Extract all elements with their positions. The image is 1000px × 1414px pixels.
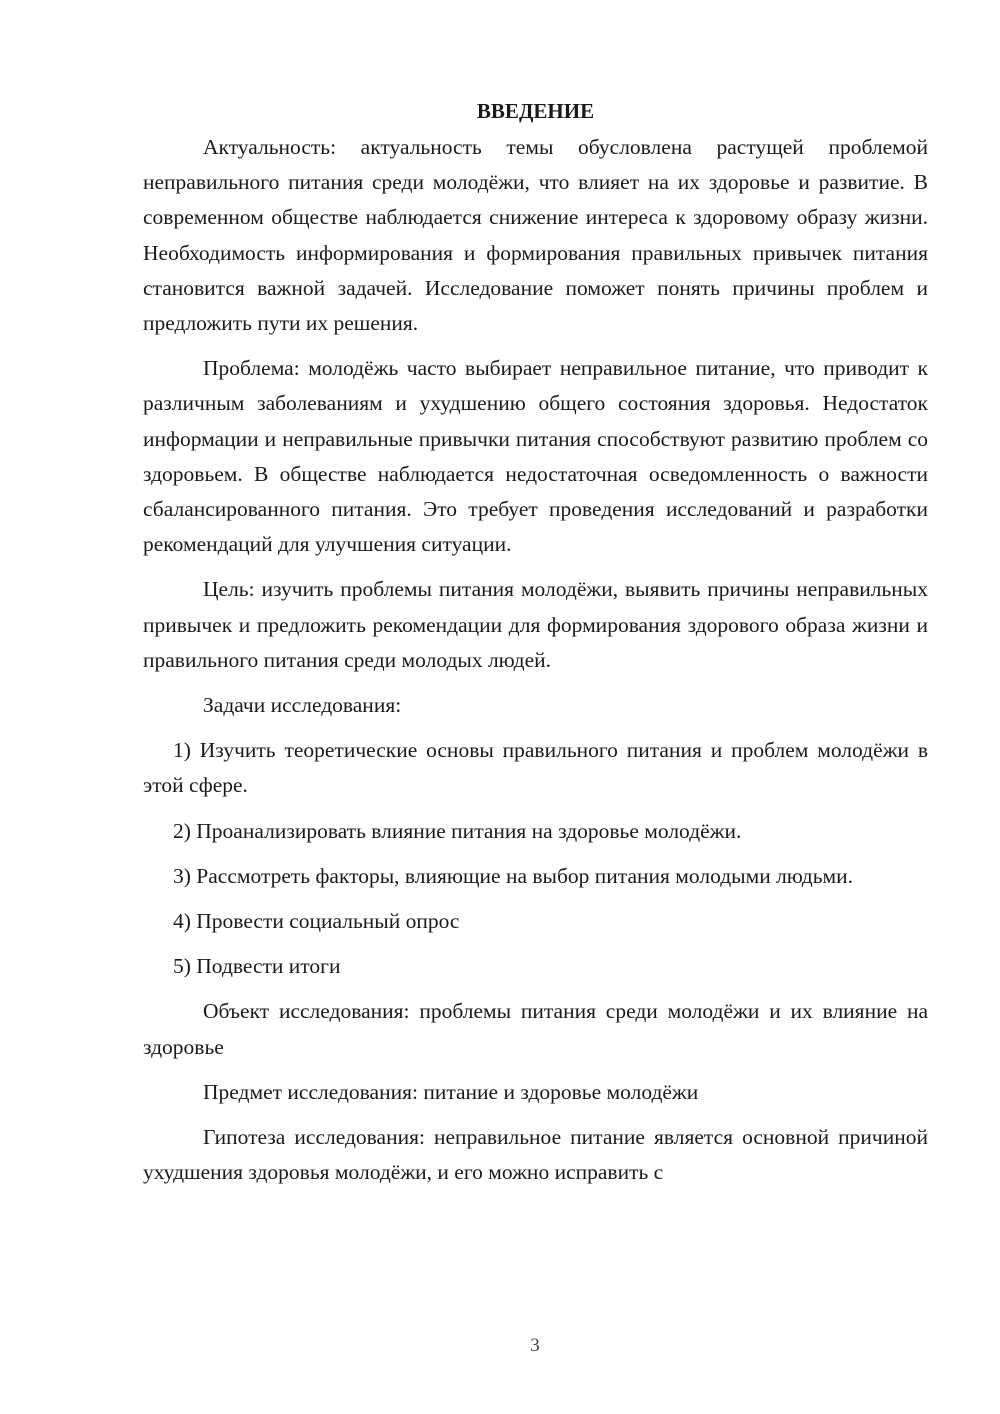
task-item-3: 3) Рассмотреть факторы, влияющие на выбор питания молодыми людьми. bbox=[173, 863, 854, 888]
subject-paragraph: Предмет исследования: питание и здоровье молодёжи bbox=[203, 1079, 699, 1104]
task-item-1: 1) Изучить теоретические основы правильного питания и проблем молодёжи в этой сфере. bbox=[143, 738, 928, 798]
goal-paragraph: Цель: изучить проблемы питания молодёжи, выявить причины неправильных привычек и предложить рекомендации для формирования здорового образа жизни и правильного питания среди молодых людей. bbox=[143, 577, 928, 672]
task-item-5: 5) Подвести итоги bbox=[173, 954, 341, 979]
section-title: ВВЕДЕНИЕ bbox=[476, 99, 595, 123]
task-item-4: 4) Провести социальный опрос bbox=[173, 909, 460, 934]
object-paragraph: Объект исследования: проблемы питания среди молодёжи и их влияние на здоровье bbox=[143, 999, 928, 1059]
relevance-paragraph: Актуальность: актуальность темы обусловлена растущей проблемой неправильного питания среди молодёжи, что влияет на их здоровье и развитие. В современном обществе наблюдается снижение интереса к здоровому образу жизни. Необходимость информирования и формирования правильных привычек питания становится важной задачей. Исследование поможет понять причины проблем и предложить пути их решения. bbox=[143, 135, 928, 336]
page-content bbox=[143, 94, 928, 1200]
task-item-2: 2) Проанализировать влияние питания на здоровье молодёжи. bbox=[173, 818, 742, 843]
page-number: 3 bbox=[530, 1335, 540, 1356]
problem-paragraph: Проблема: молодёжь часто выбирает неправильное питание, что приводит к различным заболеваниям и ухудшению общего состояния здоровья. Недостаток информации и неправильные привычки питания способствуют развитию проблем со здоровьем. В обществе наблюдается недостаточная осведомленность о важности сбалансированного питания. Это требует проведения исследований и разработки рекомендаций для улучшения ситуации. bbox=[143, 356, 928, 557]
hypothesis-paragraph: Гипотеза исследования: неправильное питание является основной причиной ухудшения здоровья молодёжи, и его можно исправить с bbox=[143, 1125, 928, 1185]
tasks-heading: Задачи исследования: bbox=[203, 693, 402, 718]
